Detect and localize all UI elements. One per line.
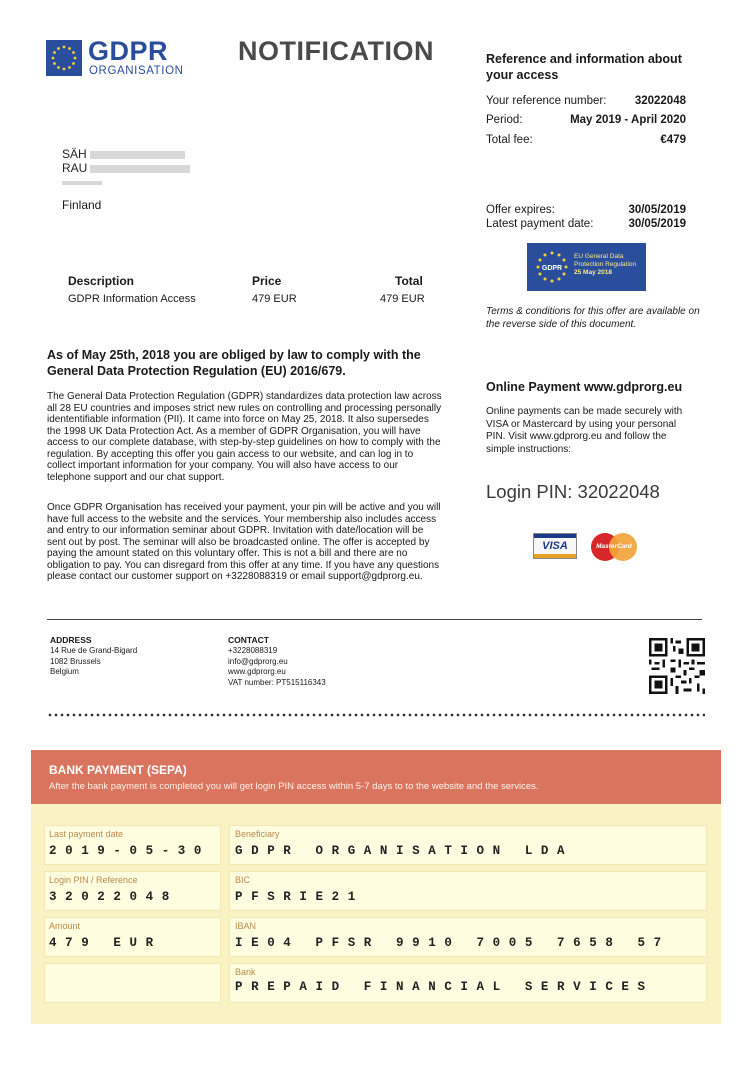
payment-date-label: Latest payment date:	[486, 218, 594, 230]
last-payment-date-value: 2019-05-30	[49, 844, 211, 858]
address-line: Belgium	[50, 667, 79, 676]
contact-line: VAT number: PT515116343	[228, 677, 326, 687]
item-price: 479 EUR	[252, 293, 297, 305]
online-payment-heading: Online Payment www.gdprorg.eu	[486, 380, 683, 394]
contact-line: www.gdprorg.eu	[228, 667, 286, 676]
period-label: Period:	[486, 114, 523, 126]
body-paragraph-2: Once GDPR Organisation has received your payment, your pin will be active and you will have full access to the website and the services. Your membership also includes access and entry to our information seminar about GDPR. Invitation with date/location will be sent out by post. The seminar will also be broadcasted online. The offer is accepted by paying the amount stated on this voluntary offer. This is not a bill and there are no obligation to pay. You can disregard from this offer at any time. If you have any questions please contact our customer support on +3228088319 or email support@gdprorg.eu.	[47, 502, 441, 582]
reference-value: 32022048	[634, 95, 686, 107]
expires-value: 30/05/2019	[628, 204, 686, 216]
iban-value: IE04 PFSR 9910 7005 7658 57	[235, 936, 670, 950]
contact-block	[228, 646, 326, 688]
last-payment-date-label: Last payment date	[49, 829, 124, 839]
login-pin-label: Login PIN / Reference	[49, 875, 138, 885]
amount-value: 479 EUR	[49, 936, 162, 950]
col-price-header: Price	[252, 274, 282, 288]
access-info-heading: Reference and information about your access	[486, 52, 682, 82]
expires-label: Offer expires:	[486, 204, 555, 216]
login-pin: Login PIN: 32022048	[486, 481, 660, 502]
badge-line2: Protection Regulation	[574, 261, 637, 268]
blank-field	[44, 963, 221, 1003]
fee-value: €479	[660, 134, 686, 146]
address-block	[50, 646, 137, 678]
login-pin-value: 32022048	[49, 890, 178, 904]
gdpr-badge	[527, 243, 646, 291]
col-description-header: Description	[68, 274, 135, 288]
logo-subtitle: ORGANISATION	[89, 65, 184, 77]
bank-name-label: Bank	[235, 967, 256, 977]
recipient-country: Finland	[62, 198, 102, 212]
contact-line: +3228088319	[228, 646, 278, 655]
eu-flag-icon	[46, 40, 82, 76]
contact-line: info@gdprorg.eu	[228, 656, 288, 666]
visa-label: VISA	[542, 540, 568, 552]
visa-logo-icon	[533, 533, 577, 559]
divider	[47, 619, 702, 620]
badge-text	[574, 253, 636, 277]
fee-label: Total fee:	[486, 134, 533, 146]
address-label: ADDRESS	[50, 635, 92, 645]
bic-value: PFSRIE21	[235, 890, 364, 904]
item-description: GDPR Information Access	[68, 293, 196, 305]
gdpr-logo	[46, 38, 206, 80]
payment-date-value: 30/05/2019	[628, 218, 686, 230]
mastercard-logo-icon	[591, 533, 637, 561]
qr-code-icon	[649, 638, 705, 694]
period-value: May 2019 - April 2020	[570, 114, 686, 126]
bank-payment-subtitle: After the bank payment is completed you will get login PIN access within 5-7 days to to the website and the services.	[49, 781, 539, 792]
beneficiary-value: GDPR ORGANISATION LDA	[235, 844, 574, 858]
recipient-line1: SÄH	[62, 147, 87, 161]
document-title: NOTIFICATION	[238, 36, 434, 66]
beneficiary-label: Beneficiary	[235, 829, 280, 839]
recipient-address	[62, 147, 190, 189]
eu-stars-icon	[533, 248, 571, 286]
logo-name: GDPR	[88, 36, 169, 66]
bank-name-value: PREPAID FINANCIAL SERVICES	[235, 980, 654, 994]
badge-line1: EU General Data	[574, 253, 624, 260]
bank-payment-header	[31, 750, 721, 804]
bank-payment-title: BANK PAYMENT (SEPA)	[49, 763, 187, 777]
online-payment-text: Online payments can be made securely with VISA or Mastercard by using your personal PIN. Visit www.gdprorg.eu and follow the simple instructions:	[486, 406, 683, 455]
badge-emblem: GDPR	[541, 265, 563, 272]
mastercard-label: MasterCard	[596, 543, 632, 550]
col-total-header: Total	[395, 274, 423, 288]
contact-label: CONTACT	[228, 635, 269, 645]
address-line: 1082 Brussels	[50, 656, 101, 666]
item-total: 479 EUR	[380, 293, 425, 305]
badge-line3: 25 May 2018	[574, 269, 612, 276]
law-heading: As of May 25th, 2018 you are obliged by law to comply with the General Data Protection Regulation (EU) 2016/679.	[47, 348, 421, 378]
terms-note: Terms & conditions for this offer are available on the reverse side of this document.	[486, 306, 700, 330]
body-paragraph-1: The General Data Protection Regulation (GDPR) standardizes data protection law across all 28 EU countries and imposes strict new rules on controlling and processing personally idententifiable information (PII). It came into force on May 25, 2018. It also supersedes the 1998 UK Data Protection Act. As a member of GDPR Organisation, you will have access to our complete database, with step-by-step guidelines on how to comply with the regulation. By accepting this offer you gain access to our website, and can log in to collect important information for your company. You will also have access to our telephone support and our chat support.	[47, 391, 442, 483]
amount-label: Amount	[49, 921, 81, 931]
reference-label: Your reference number:	[486, 95, 607, 107]
cut-line	[47, 713, 705, 717]
address-line: 14 Rue de Grand-Bigard	[50, 646, 138, 655]
bic-label: BIC	[235, 875, 251, 885]
iban-label: IBAN	[235, 921, 257, 931]
recipient-line2: RAU	[62, 161, 88, 175]
